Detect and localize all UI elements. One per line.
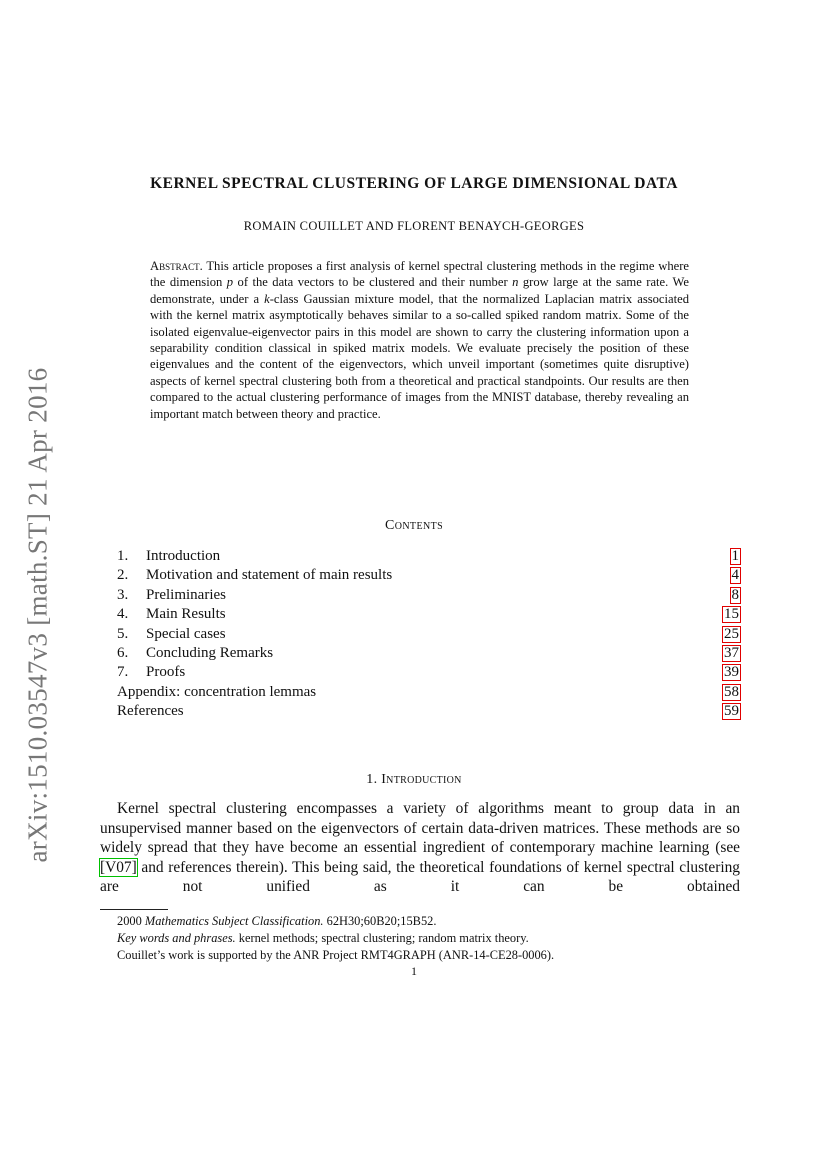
toc-entry-label: Special cases (146, 625, 226, 642)
toc-entry[interactable] (117, 547, 740, 566)
toc-page-link[interactable]: 4 (731, 567, 739, 584)
abstract-text-3: grow large at the same rate. We demonstrate, under a (150, 275, 689, 306)
toc-entry-label: Motivation and statement of main results (146, 567, 393, 584)
toc-page-link[interactable]: 25 (724, 625, 739, 642)
toc-entry-label: References (117, 703, 184, 720)
toc-entry[interactable] (117, 702, 740, 721)
toc-entry[interactable] (117, 625, 740, 644)
author-line: ROMAIN COUILLET AND FLORENT BENAYCH-GEORGES (243, 219, 585, 233)
keywords-label: Key words and phrases. (117, 931, 236, 946)
toc-entry-number: 1. (117, 548, 129, 564)
footnote-support: Couillet’s work is supported by the ANR Project RMT4GRAPH (ANR-14-CE28-0006). (117, 948, 555, 963)
abstract-var-k: k (264, 291, 270, 306)
toc-entry-label: Concluding Remarks (146, 644, 274, 661)
toc-entry-number: 6. (117, 644, 129, 661)
toc-entry[interactable] (117, 683, 740, 702)
abstract-label: Abstract. (150, 259, 203, 273)
toc-entry[interactable] (117, 586, 740, 605)
toc-entry-number: 4. (117, 606, 129, 623)
toc-entry-number: 5. (117, 625, 129, 642)
abstract-text-2: of the data vectors to be clustered and their number (237, 275, 508, 290)
paragraph-text-2: and references therein). This being said, the theoretical foundations of kernel spectral clustering are not unified as it can be obtained (100, 858, 741, 896)
msc-label: Mathematics Subject Classification. (144, 914, 324, 928)
toc-page-link[interactable]: 1 (731, 548, 739, 564)
toc-entry-label: Main Results (146, 606, 226, 623)
abstract-var-p: p (226, 275, 234, 290)
msc-codes: 62H30;60B20;15B52. (326, 914, 437, 928)
msc-year: 2000 (117, 914, 142, 928)
toc-entry-number: 3. (117, 586, 129, 603)
section-heading (0, 772, 828, 788)
toc-entry-label: Proofs (146, 664, 186, 681)
section-title: Introduction (381, 772, 462, 787)
toc-entry-label: Introduction (146, 548, 221, 564)
paper-title: KERNEL SPECTRAL CLUSTERING OF LARGE DIMENSIONAL DATA (150, 175, 678, 192)
footnote-rule (100, 909, 168, 910)
abstract-var-n: n (512, 275, 519, 290)
keywords-text: kernel methods; spectral clustering; random matrix theory. (238, 931, 529, 946)
footnote-keywords (117, 930, 737, 947)
table-of-contents (117, 547, 740, 722)
toc-entry[interactable] (117, 663, 740, 682)
abstract-text-1: This article proposes a first analysis of kernel spectral clustering methods in the regime where the dimension (150, 259, 690, 290)
introduction-paragraph (100, 799, 740, 897)
toc-page-link[interactable]: 39 (724, 664, 739, 681)
toc-entry[interactable] (117, 566, 740, 585)
toc-page-link[interactable]: 37 (724, 644, 739, 661)
toc-entry-label: Appendix: concentration lemmas (117, 683, 317, 700)
contents-heading: Contents (384, 518, 444, 533)
arxiv-identifier-stamp: arXiv:1510.03547v3 [math.ST] 21 Apr 2016 (22, 367, 53, 863)
abstract (150, 258, 689, 422)
toc-page-link[interactable]: 8 (731, 586, 739, 603)
section-number: 1. (366, 772, 378, 787)
toc-entry[interactable] (117, 605, 740, 624)
page-number: 1 (411, 964, 417, 978)
toc-entry-label: Preliminaries (146, 586, 226, 603)
toc-page-link[interactable]: 15 (724, 606, 739, 623)
footnotes (117, 913, 737, 965)
toc-page-link[interactable]: 59 (724, 703, 739, 720)
toc-page-link[interactable]: 58 (724, 683, 739, 700)
paragraph-text-1: Kernel spectral clustering encompasses a variety of algorithms meant to group data in an unsupervised manner based on the eigenvectors of certain data-driven matrices. These methods are so widely spread that they have become an essential ingredient of contemporary machine learning (see (100, 800, 740, 857)
toc-entry-number: 7. (117, 664, 129, 681)
toc-entry[interactable] (117, 644, 740, 663)
toc-entry-number: 2. (117, 567, 129, 584)
footnote-msc (117, 913, 737, 930)
citation-link[interactable]: [V07] (100, 858, 137, 876)
abstract-text-4: -class Gaussian mixture model, that the normalized Laplacian matrix associated with the kernel matrix asymptotically behaves similar to a so-called spiked random matrix. Some of the isolated eigenvalue-eigenvector pairs in this model are shown to carry the clustering information upon a separability condition classical in spiked matrix models. We evaluate precisely the position of these eigenvalues and the content of the eigenvectors, which unveil important (sometimes quite disruptive) aspects of kernel spectral clustering both from a theoretical and practical standpoints. Our results are then compared to the actual clustering performance of images from the MNIST database, thereby revealing an important match between theory and practice. (150, 291, 689, 421)
